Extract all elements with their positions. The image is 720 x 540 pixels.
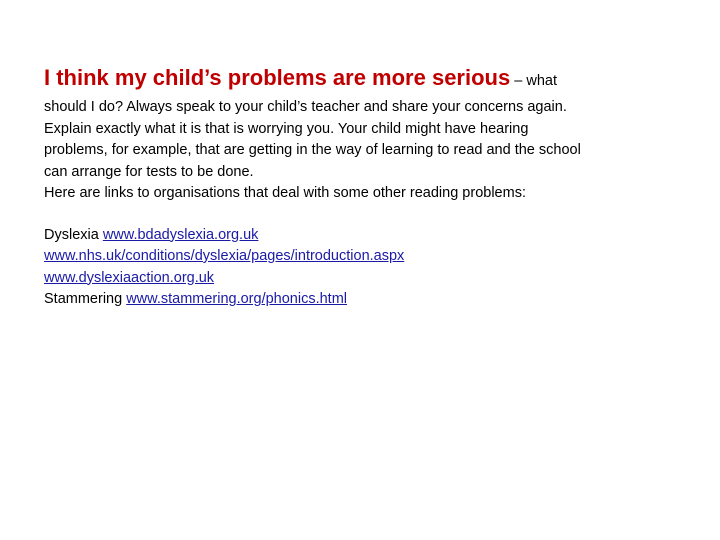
slide-heading: I think my child’s problems are more serious	[44, 65, 511, 90]
body-line-5: Here are links to organisations that deal with some other reading problems:	[44, 185, 526, 201]
body-line-1: should I do? Always speak to your child’s teacher and share your concerns again.	[44, 99, 567, 115]
dyslexia-link-line	[44, 225, 684, 247]
heading-line	[44, 62, 684, 97]
paragraph-spacer	[44, 205, 684, 225]
body-line-4: can arrange for tests to be done.	[44, 163, 254, 180]
dyslexia-action-link[interactable]: www.dyslexiaaction.org.uk	[44, 269, 215, 286]
nhs-dyslexia-link[interactable]: www.nhs.uk/conditions/dyslexia/pages/introduction.aspx	[44, 248, 405, 264]
body-line-3: problems, for example, that are getting in the way of learning to read and the school	[44, 142, 581, 158]
slide-content	[44, 62, 684, 311]
dyslexia-label: Dyslexia	[44, 226, 103, 243]
stammering-label: Stammering	[44, 291, 127, 307]
bda-dyslexia-link[interactable]: www.bdadyslexia.org.uk	[102, 226, 259, 243]
body-line-2: Explain exactly what it is that is worrying you. Your child might have hearing	[44, 120, 529, 137]
heading-tail-text: – what	[510, 73, 557, 89]
nhs-link-line	[44, 246, 684, 268]
stammering-link[interactable]: www.stammering.org/phonics.html	[126, 291, 348, 307]
dyslexia-action-link-line	[44, 268, 684, 290]
stammering-link-line	[44, 289, 684, 311]
